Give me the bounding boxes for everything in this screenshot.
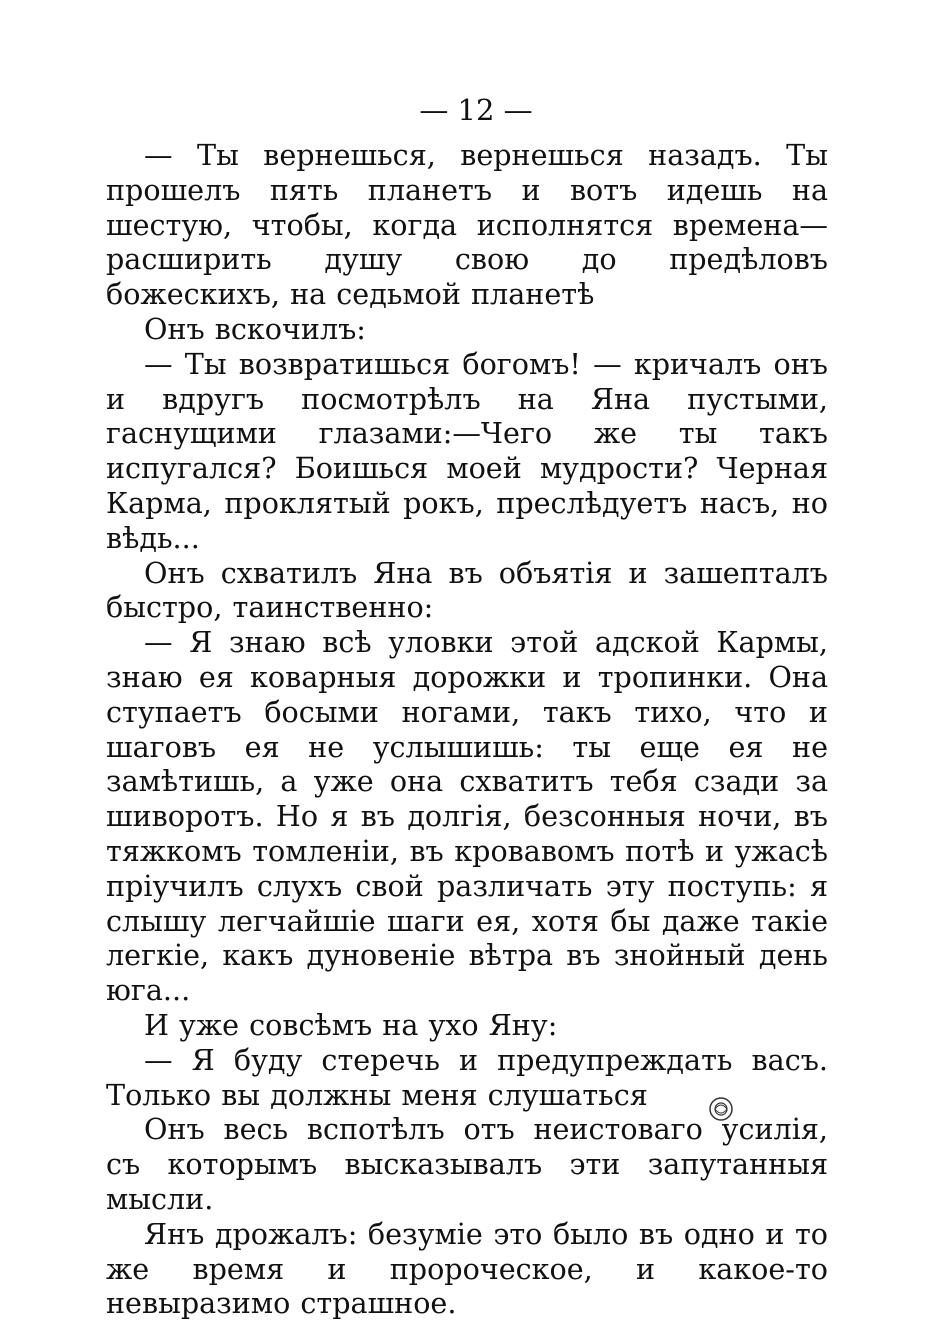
paragraph-8: Онъ весь вспотѣлъ отъ неистоваго усилія, съ которымъ высказывалъ эти запутанныя мысли. — [106, 1112, 828, 1216]
book-page — [106, 92, 828, 1321]
paragraph-5: — Я знаю всѣ уловки этой адской Кармы, знаю ея коварныя дорожки и тропинки. Она ступаетъ босыми ногами, такъ тихо, что и шаговъ ея не услышишь: ты еще ея не замѣтишь, а уже она схватитъ тебя сзади за шиворотъ. Но я въ долгія, безсонныя ночи, въ тяжкомъ томленіи, въ кровавомъ потѣ и ужасѣ пріучилъ слухъ свой различать эту поступь: я слышу легчайшіе шаги ея, хотя бы даже такіе легкіе, какъ дуновеніе вѣтра въ знойный день юга... — [106, 625, 828, 1008]
paragraph-4: Онъ схватилъ Яна въ объятія и зашепталъ быстро, таинственно: — [106, 555, 828, 625]
paragraph-2: Онъ вскочилъ: — [144, 311, 366, 346]
paragraph-1: — Ты вернешься, вернешься назадъ. Ты прошелъ пять планетъ и вотъ идешь на шестую, чтобы, когда исполнятся времена—расширить душу свою до предѣловъ божескихъ, на седьмой планетѣ — [106, 138, 828, 312]
paragraph-3: — Ты возвратишься богомъ! — кричалъ онъ и вдругъ посмотрѣлъ на Яна пустыми, гаснущими глазами:—Чего же ты такъ испугался? Боишься моей мудрости? Черная Карма, проклятый рокъ, преслѣдуетъ насъ, но вѣдь... — [106, 346, 828, 555]
library-stamp-icon — [706, 1094, 736, 1124]
paragraph-6: И уже совсѣмъ на ухо Яну: — [144, 1007, 558, 1042]
paragraph-9: Янъ дрожалъ: безуміе это было въ одно и то же время и пророческое, и какое-то невыразимо страшное. — [106, 1216, 828, 1321]
page-number: — 12 — — [419, 93, 533, 127]
paragraph-7: — Я буду стеречь и предупреждать васъ. Только вы должны меня слушаться — [106, 1042, 828, 1112]
